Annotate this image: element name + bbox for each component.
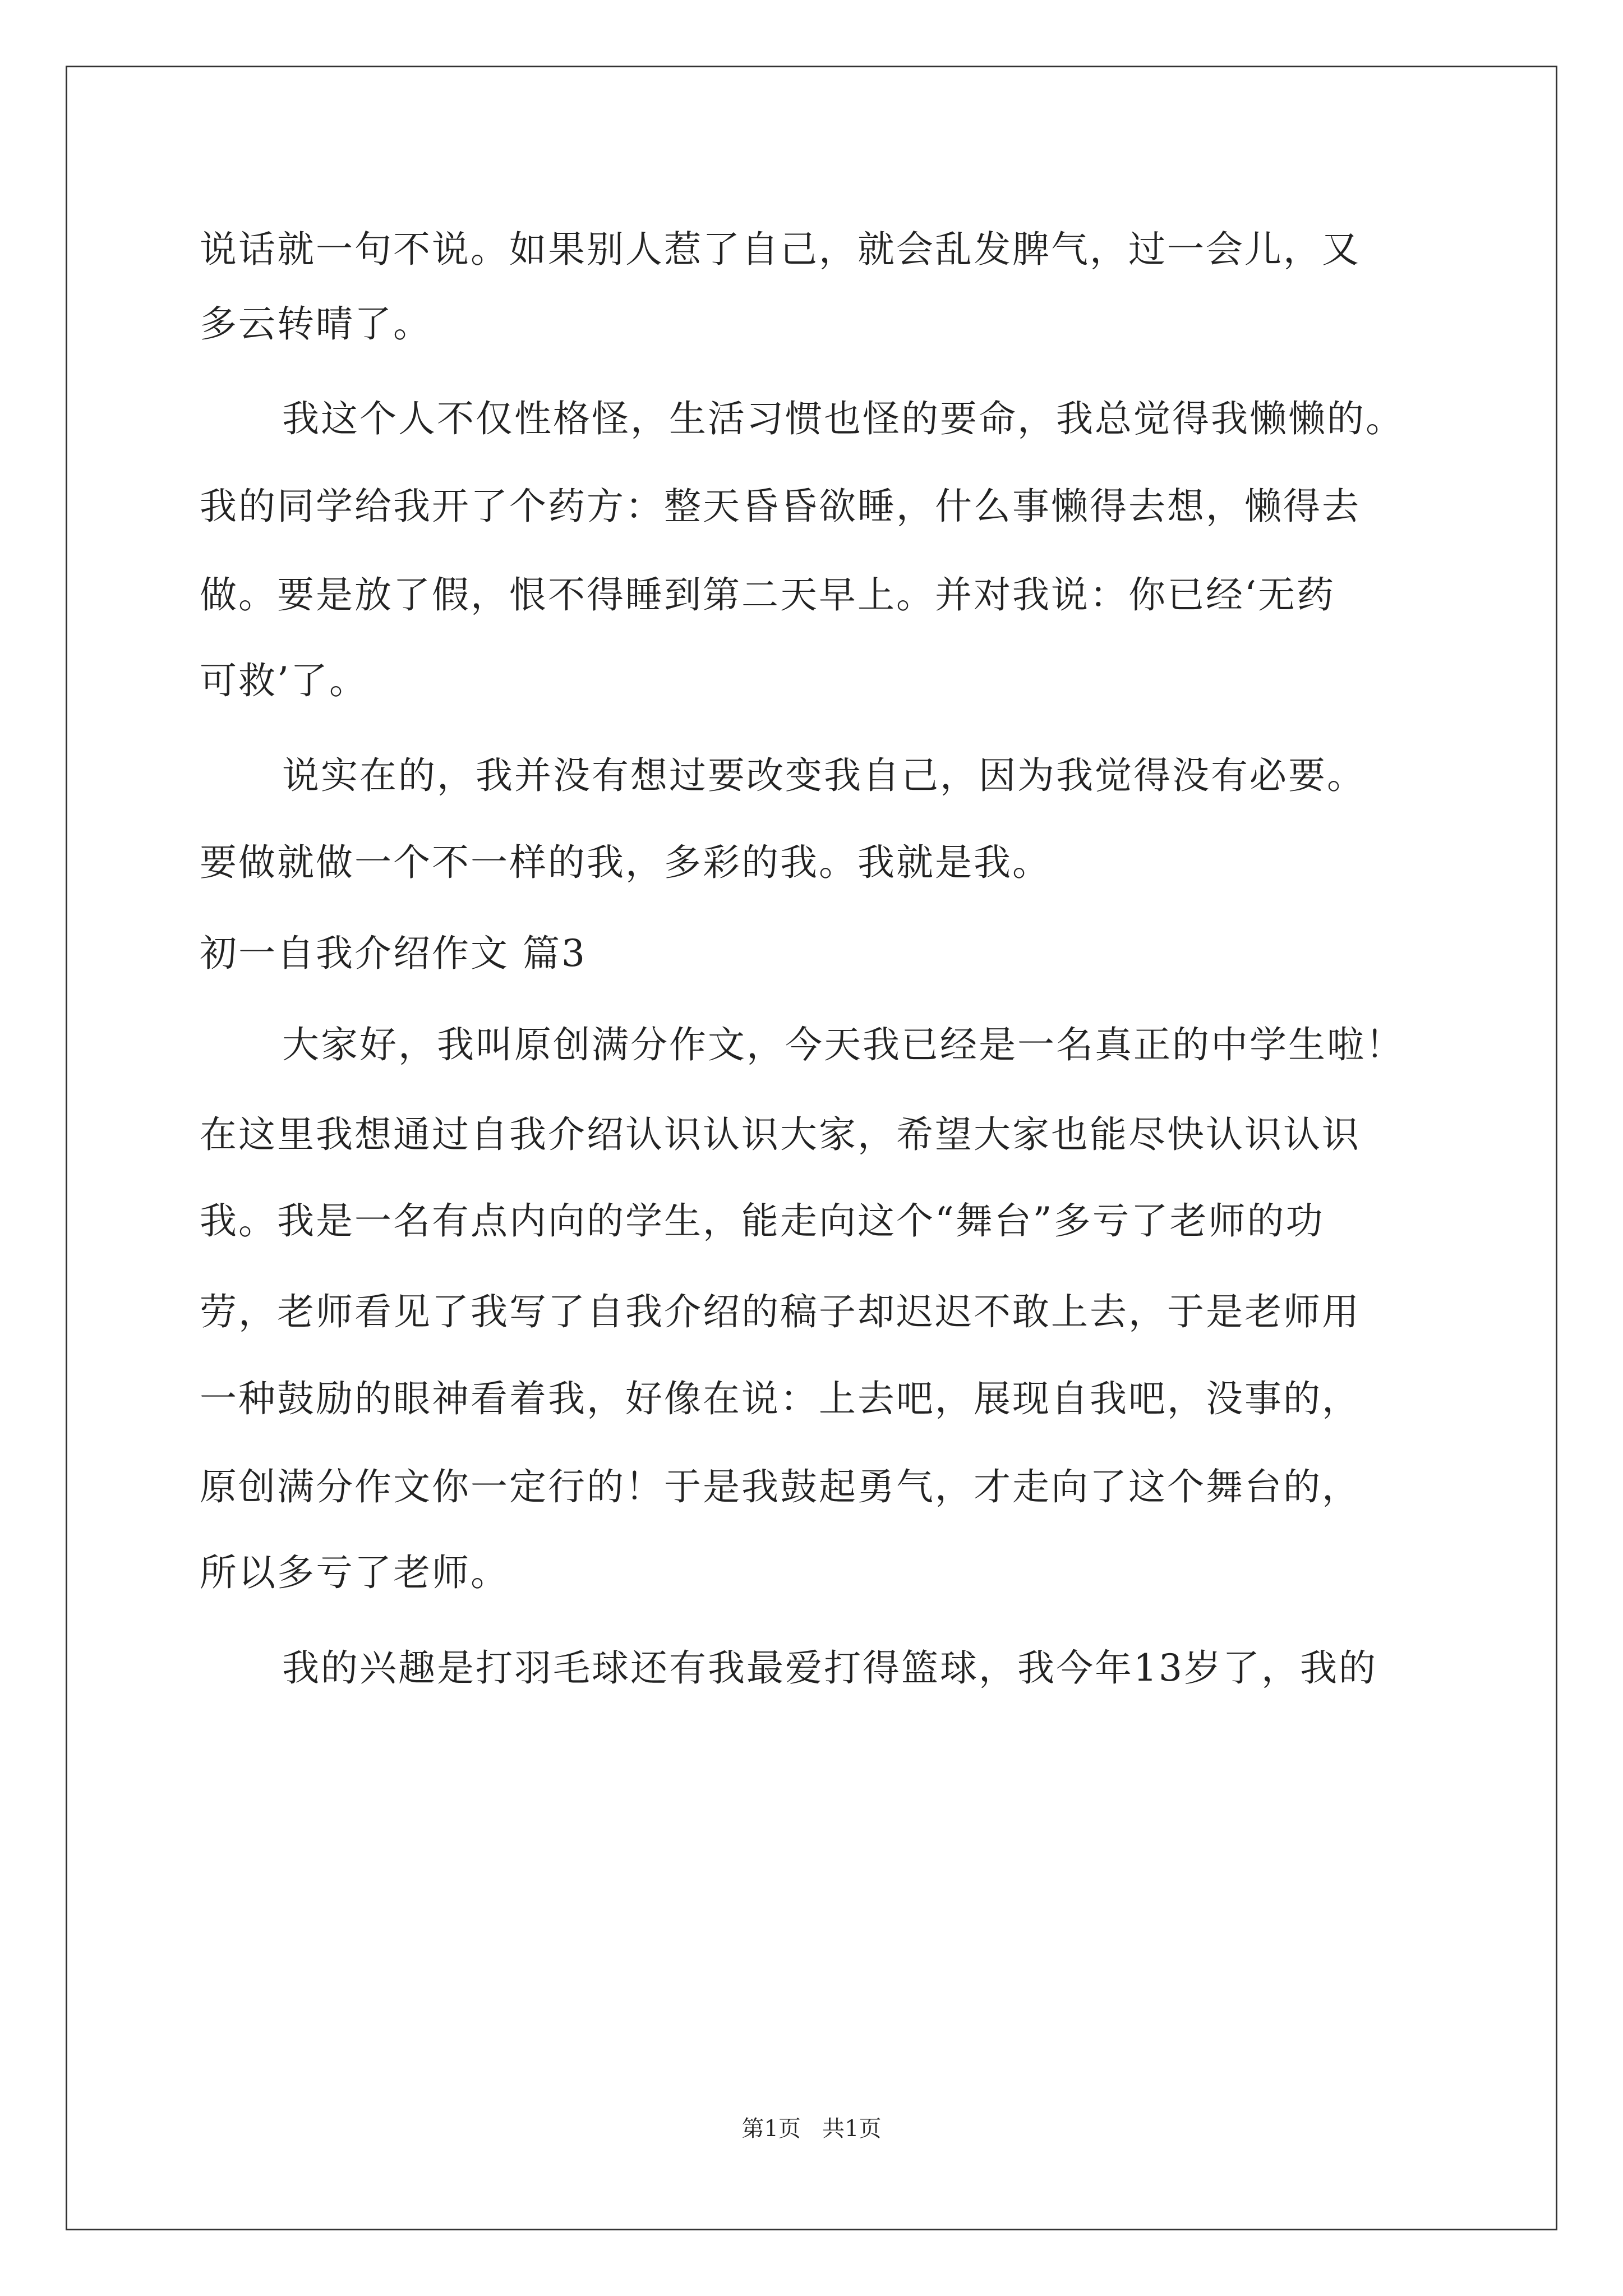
paragraph-start-line: 大家好，我叫原创满分作文，今天我已经是一名真正的中学生啦！: [282, 1023, 1404, 1066]
body-line: 所以多亏了老师。: [200, 1551, 509, 1594]
body-line: 要做就做一个不一样的我，多彩的我。我就是我。: [200, 841, 1051, 884]
paragraph-start-line: 说实在的，我并没有想过要改变我自己，因为我觉得没有必要。: [282, 754, 1366, 797]
paragraph-start-line: 我的兴趣是打羽毛球还有我最爱打得篮球，我今年13岁了，我的: [282, 1646, 1377, 1690]
body-line: 做。要是放了假，恨不得睡到第二天早上。并对我说：你已经‘无药: [200, 573, 1335, 616]
body-line: 说话就一句不说。如果别人惹了自己，就会乱发脾气，过一会儿，又: [200, 228, 1361, 271]
body-line: 在这里我想通过自我介绍认识认识大家，希望大家也能尽快认识认识: [200, 1113, 1361, 1156]
body-line: 一种鼓励的眼神看着我，好像在说：上去吧，展现自我吧，没事的，: [200, 1377, 1361, 1420]
body-line: 多云转晴了。: [200, 302, 432, 346]
body-line: 我的同学给我开了个药方：整天昏昏欲睡，什么事懒得去想，懒得去: [200, 485, 1361, 528]
body-line: 原创满分作文你一定行的！于是我鼓起勇气，才走向了这个舞台的，: [200, 1465, 1361, 1508]
body-line: 可救’了。: [200, 659, 368, 702]
paragraph-start-line: 我这个人不仅性格怪，生活习惯也怪的要命，我总觉得我懒懒的。: [282, 397, 1404, 440]
body-line: 我。我是一名有点内向的学生，能走向这个“舞台”多亏了老师的功: [200, 1199, 1325, 1243]
page-footer: 第1页 共1页: [741, 2116, 882, 2142]
section-heading: 初一自我介绍作文 篇3: [200, 932, 587, 975]
body-line: 劳，老师看见了我写了自我介绍的稿子却迟迟不敢上去，于是老师用: [200, 1290, 1361, 1333]
